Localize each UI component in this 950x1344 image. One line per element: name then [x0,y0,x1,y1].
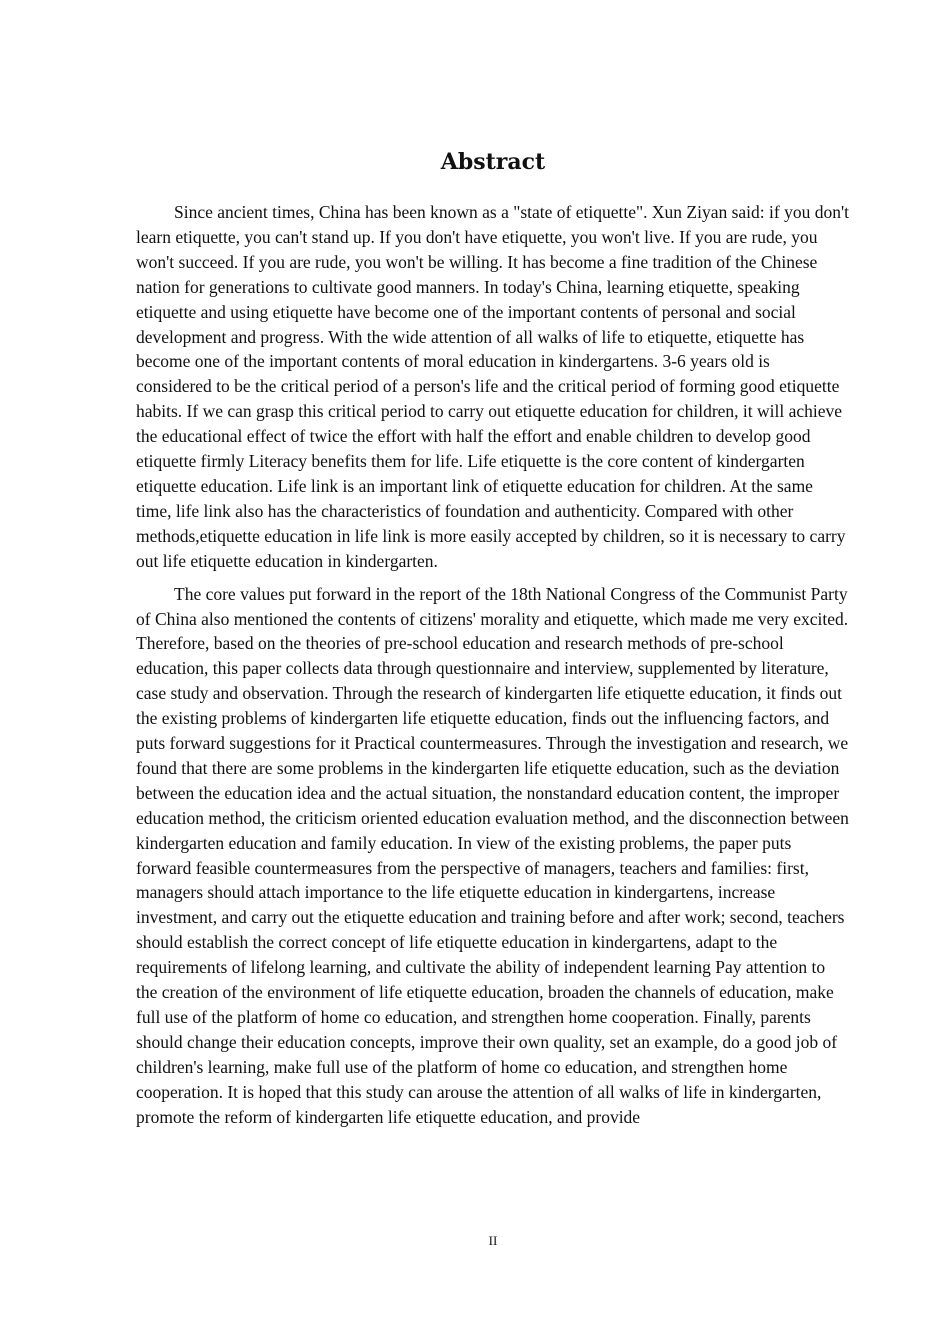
abstract-heading: Abstract [440,149,546,175]
abstract-paragraph-2: The core values put forward in the report of the 18th National Congress of the Communist Party of China also mentioned the contents of citizens' morality and etiquette, which made me very excited. Therefore, based on the theories of pre-school education and research methods of pre-school education, this paper collects data through questionnaire and interview, supplemented by literature, case study and observation. Through the research of kindergarten life etiquette education, it finds out the existing problems of kindergarten life etiquette education, finds out the influencing factors, and puts forward suggestions for it Practical countermeasures. Through the investigation and research, we found that there are some problems in the kindergarten life etiquette education, such as the deviation between the education idea and the actual situation, the nonstandard education content, the improper education method, the criticism oriented education evaluation method, and the disconnection between kindergarten education and family education. In view of the existing problems, the paper puts forward feasible countermeasures from the perspective of managers, teachers and families: first, managers should attach importance to the life etiquette education in kindergartens, increase investment, and carry out the etiquette education and training before and after work; second, teachers should establish the correct concept of life etiquette education in kindergartens, adapt to the requirements of lifelong learning, and cultivate the ability of independent learning Pay attention to the creation of the environment of life etiquette education, broaden the channels of education, make full use of the platform of home co education, and strengthen home cooperation. Finally, parents should change their education concepts, improve their own quality, set an example, do a good job of children's learning, make full use of the platform of home co education, and strengthen home cooperation. It is hoped that this study can arouse the attention of all walks of life in kindergarten, promote the reform of kindergarten life etiquette education, and provide [136,583,849,1127]
page-number: II [488,1233,498,1248]
abstract-body [136,200,850,1138]
abstract-paragraph-1: Since ancient times, China has been known as a "state of etiquette". Xun Ziyan said: if you don't learn etiquette, you can't stand up. If you don't have etiquette, you won't live. If you are rude, you won't succeed. If you are rude, you won't be willing. It has become a fine tradition of the Chinese nation for generations to cultivate good manners. In today's China, learning etiquette, speaking etiquette and using etiquette have become one of the important contents of personal and social development and progress. With the wide attention of all walks of life to etiquette, etiquette has become one of the important contents of moral education in kindergartens. 3-6 years old is considered to be the critical period of a person's life and the critical period of forming good etiquette habits. If we can grasp this critical period to carry out etiquette education for children, it will achieve the educational effect of twice the effort with half the effort and enable children to develop good etiquette firmly Literacy benefits them for life. Life etiquette is the core content of kindergarten etiquette education. Life link is an important link of etiquette education for children. At the same time, life link also has the characteristics of foundation and authenticity. Compared with other methods,etiquette education in life link is more easily accepted by children, so it is necessary to carry out life etiquette education in kindergarten. [136,202,849,571]
